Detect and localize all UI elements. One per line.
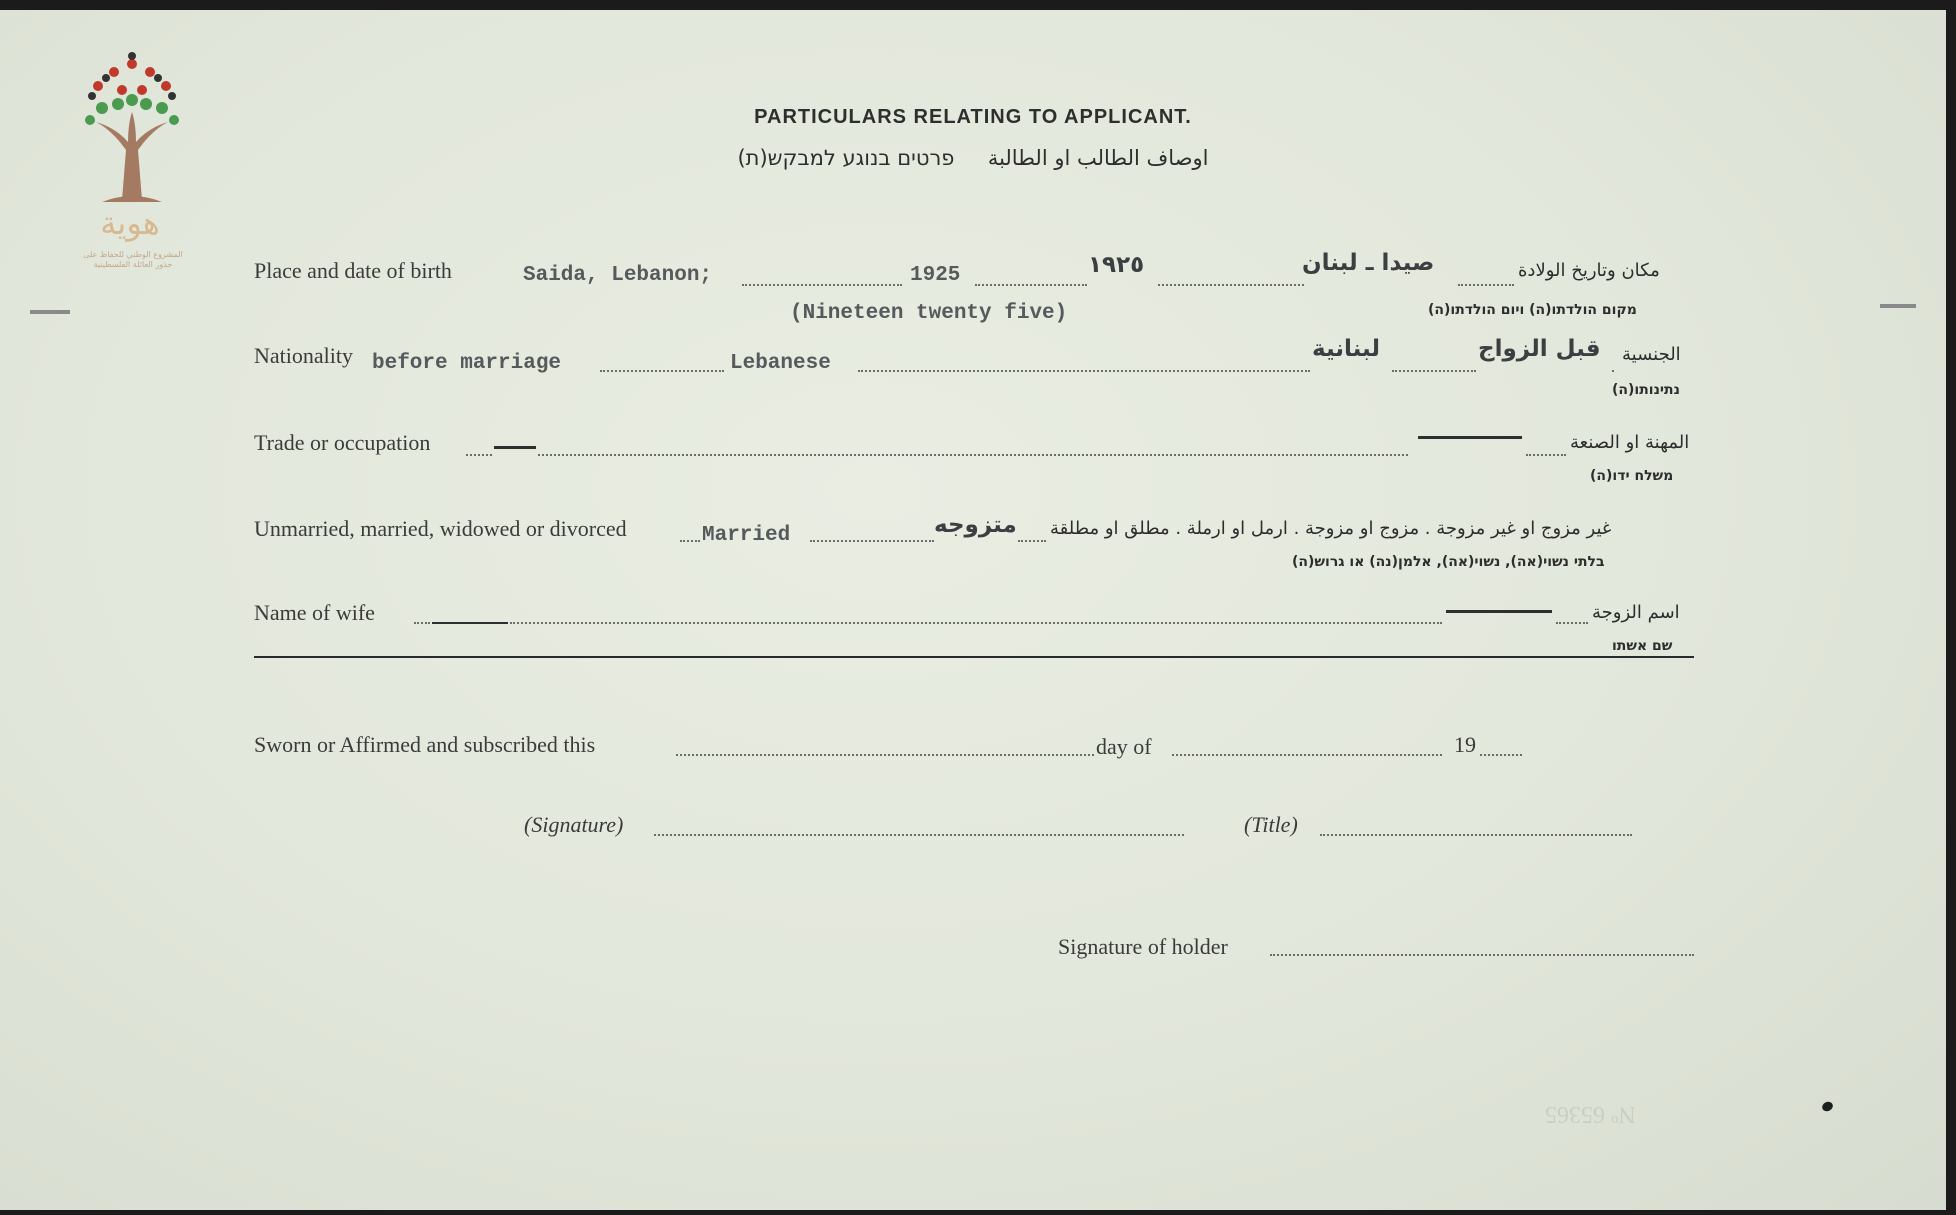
dotted-line: [1270, 954, 1694, 956]
dotted-line: [654, 834, 1184, 836]
margin-mark: [30, 310, 70, 314]
nationality-qualifier-value: before marriage: [372, 352, 562, 375]
dotted-line: [1018, 540, 1046, 542]
marital-status-label-arabic: غير مزوج او غير مزوجة . مزوج او مزوجة . ارمل او ارملة . مطلق او مطلقة: [1050, 518, 1612, 539]
wife-name-label-arabic: اسم الزوجة: [1592, 602, 1680, 623]
birth-label: Place and date of birth: [254, 258, 452, 283]
nationality-label-arabic: الجنسية: [1622, 344, 1681, 365]
dotted-line: [810, 540, 934, 542]
blank-dash: [1446, 610, 1552, 613]
dotted-line: [1556, 622, 1588, 624]
birth-label-arabic: مكان وتاريخ الولادة: [1518, 260, 1660, 281]
occupation-label: Trade or occupation: [254, 430, 431, 455]
nationality-arabic-value: لبنانية: [1312, 336, 1381, 362]
dotted-line: [1158, 284, 1304, 286]
dotted-line: [466, 454, 492, 456]
logo-wordmark: هوية: [100, 204, 160, 242]
dotted-line: [1320, 834, 1632, 836]
wife-name-label-hebrew: שם אשתו: [1612, 638, 1673, 654]
ink-spot: [1821, 1100, 1835, 1113]
document-page: [0, 10, 1946, 1210]
day-of-label: day of: [1096, 734, 1152, 759]
dotted-line: [510, 622, 1442, 624]
marital-status-value: Married: [702, 524, 791, 547]
holder-signature-label: Signature of holder: [1058, 934, 1228, 959]
dotted-line: [858, 370, 1310, 372]
serial-number-stamp: Nº 65365: [1545, 1101, 1636, 1127]
occupation-label-arabic: المهنة او الصنعة: [1570, 432, 1690, 453]
dotted-line: [1526, 454, 1566, 456]
dotted-line: [538, 454, 1408, 456]
marital-status-label-hebrew: בלתי נשוי(אה), נשוי(אה), אלמן(נה) או גרוש(ה): [1292, 554, 1605, 570]
sworn-label: Sworn or Affirmed and subscribed this: [254, 732, 596, 757]
dotted-line: [600, 370, 724, 372]
dotted-line: [742, 284, 902, 286]
form-title-arabic: اوصاف الطالب او الطالبة: [987, 146, 1209, 170]
tree-icon: [62, 50, 202, 210]
birth-label-hebrew: מקום הולדתו(ה) ויום הולדתו(ה): [1428, 302, 1637, 318]
nationality-value: Lebanese: [730, 352, 831, 375]
dotted-line: [1480, 754, 1522, 756]
blank-dash: [1418, 436, 1522, 439]
form-title-hebrew: פרטים בנוגע למבקש(ת): [737, 146, 955, 170]
organization-logo: [62, 50, 202, 215]
logo-tagline: المشروع الوطني للحفاظ على جذور العائلة الفلسطينية: [83, 250, 183, 269]
margin-mark: [1880, 304, 1916, 308]
year-prefix-label: 19: [1454, 732, 1476, 757]
dotted-line: [414, 622, 430, 624]
dotted-line: [680, 540, 700, 542]
dotted-line: [1172, 754, 1442, 756]
blank-dash: [494, 446, 536, 449]
birth-year-arabic-value: ١٩٢٥: [1088, 252, 1145, 278]
section-divider: [254, 656, 1694, 658]
dotted-line: [1612, 370, 1614, 372]
wife-name-label: Name of wife: [254, 600, 375, 625]
title-label: (Title): [1244, 812, 1298, 837]
nationality-label-hebrew: נתינותו(ה): [1612, 382, 1680, 398]
form-title-translations: [0, 146, 1946, 170]
birth-year-value: 1925: [910, 264, 961, 287]
birth-place-value: Saida, Lebanon;: [523, 264, 713, 287]
marital-status-label: Unmarried, married, widowed or divorced: [254, 516, 627, 541]
occupation-label-hebrew: משלח ידו(ה): [1590, 468, 1674, 484]
nationality-label: Nationality: [254, 343, 353, 368]
signature-label: (Signature): [524, 812, 624, 837]
marital-status-arabic-value: متزوجه: [934, 512, 1017, 538]
dotted-line: [676, 754, 1094, 756]
dotted-line: [1392, 370, 1476, 372]
dotted-line: [1458, 284, 1514, 286]
nationality-qualifier-arabic-value: قبل الزواج: [1478, 336, 1601, 362]
blank-dash: [432, 622, 508, 624]
form-title: PARTICULARS RELATING TO APPLICANT.: [754, 106, 1192, 128]
dotted-line: [975, 284, 1087, 286]
birth-year-words-value: (Nineteen twenty five): [790, 302, 1068, 325]
birth-place-arabic-value: صيدا ـ لبنان: [1302, 250, 1435, 276]
